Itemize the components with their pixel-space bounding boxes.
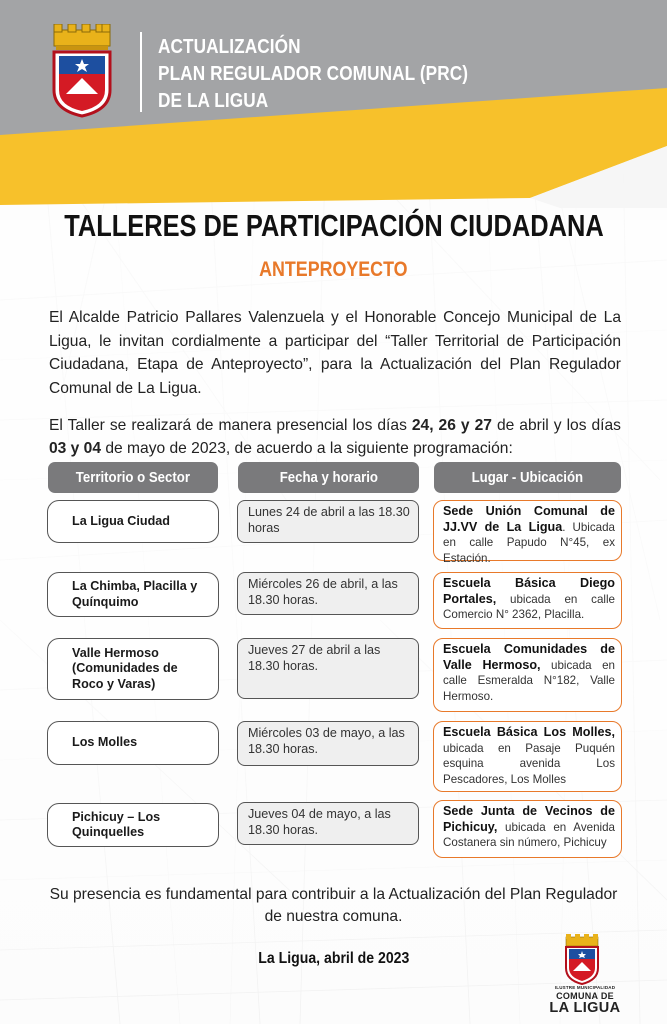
table-row-lugar — [433, 721, 622, 792]
closing-paragraph: Su presencia es fundamental para contribuir a la Actualización del Plan Regulador de nuestra comuna. — [49, 886, 618, 925]
lugar-name: Sede Unión Comunal de JJ.VV de La Ligua — [443, 504, 615, 534]
footer-mid-text: COMUNA DE — [556, 991, 614, 1001]
column-header-fecha — [238, 462, 419, 493]
page-subtitle — [0, 258, 667, 282]
column-header-label: Lugar - Ubicación — [471, 469, 584, 486]
lugar-address: ubicada en calle Comercio N° 2362, Placilla. — [443, 592, 615, 621]
schedule-text: El Taller se realizará de manera presencial los días — [49, 417, 412, 434]
table-row-fecha — [237, 721, 419, 766]
schedule-days-april: 24, 26 y 27 — [411, 417, 492, 434]
footer-small-text: ILUSTRE MUNICIPALIDAD — [554, 985, 616, 990]
schedule-paragraph — [49, 414, 621, 460]
signoff-text: La Ligua, abril de 2023 — [257, 950, 410, 967]
table-row-sector — [47, 721, 219, 765]
sector-label: Valle Hermoso (Comunidades de Roco y Varas) — [72, 645, 178, 691]
lugar-name: Sede Junta de Vecinos de Pichicuy, — [443, 804, 615, 834]
table-row-lugar — [433, 638, 622, 712]
sector-label: La Chimba, Placilla y Quínquimo — [72, 579, 198, 609]
lugar-name: Escuela Básica Diego Portales, — [443, 576, 615, 606]
lugar-name: Escuela Básica Los Molles, — [443, 725, 615, 739]
table-row-sector — [47, 572, 219, 617]
header-title-line: PLAN REGULADOR COMUNAL (PRC) — [158, 62, 469, 85]
sector-label: La Ligua Ciudad — [72, 513, 170, 528]
schedule-text: de mayo de 2023, de acuerdo a la siguiente programación: — [101, 440, 513, 457]
table-row-sector — [47, 638, 219, 700]
table-row-lugar — [433, 800, 622, 858]
footer-municipality-logo — [545, 985, 625, 1015]
table-row-fecha — [237, 500, 419, 543]
table-row-sector — [47, 803, 219, 847]
header-title-line: ACTUALIZACIÓN — [158, 35, 301, 58]
table-row-sector — [47, 500, 219, 543]
lugar-address: ubicada en Pasaje Puquén esquina avenida Los Pescadores, Los Molles — [443, 741, 615, 786]
fecha-label: Jueves 27 de abril a las 18.30 horas. — [248, 643, 381, 673]
fecha-label: Miércoles 03 de mayo, a las 18.30 horas. — [248, 726, 405, 756]
lugar-address: . Ubicada en calle Papudo N°45, ex Estación. — [443, 520, 616, 565]
footer-big-text: LA LIGUA — [549, 1000, 621, 1016]
intro-paragraph: El Alcalde Patricio Pallares Valenzuela y el Honorable Concejo Municipal de La Ligua, le invitan cordialmente a participar del “Taller Territorial de Participación Ciudadana, Etapa de Anteproyecto”, para la Actualización del Plan Regulador Comunal de La Ligua. — [49, 309, 621, 397]
table-row-fecha — [237, 572, 419, 615]
fecha-label: Lunes 24 de abril a las 18.30 horas — [248, 505, 410, 535]
page-title-text: TALLERES DE PARTICIPACIÓN CIUDADANA — [63, 208, 604, 243]
fecha-label: Jueves 04 de mayo, a las 18.30 horas. — [248, 807, 391, 837]
lugar-name: Escuela Comunidades de Valle Hermoso, — [443, 642, 615, 672]
column-header-lugar — [434, 462, 621, 493]
table-row-lugar — [433, 500, 622, 565]
lugar-address: ubicada en calle Esmeralda N°182, Valle Hermoso. — [443, 658, 615, 703]
column-header-sector — [48, 462, 218, 493]
table-row-lugar — [433, 572, 622, 629]
page-subtitle-text: ANTEPROYECTO — [259, 258, 408, 281]
column-header-label: Territorio o Sector — [75, 469, 191, 486]
sector-label: Pichicuy – Los Quinquelles — [72, 809, 161, 839]
table-row-fecha — [237, 638, 419, 699]
schedule-days-may: 03 y 04 — [49, 440, 102, 457]
column-header-label: Fecha y horario — [279, 469, 378, 486]
fecha-label: Miércoles 26 de abril, a las 18.30 horas. — [248, 577, 398, 607]
page-title — [0, 208, 667, 244]
header-title-line: DE LA LIGUA — [158, 89, 269, 112]
sector-label: Los Molles — [72, 735, 138, 750]
lugar-address: ubicada en Avenida Costanera sin número, Pichicuy — [443, 820, 615, 849]
table-row-fecha — [237, 802, 419, 845]
coat-of-arms-icon — [558, 934, 606, 986]
schedule-text: de abril y los días — [491, 417, 621, 434]
